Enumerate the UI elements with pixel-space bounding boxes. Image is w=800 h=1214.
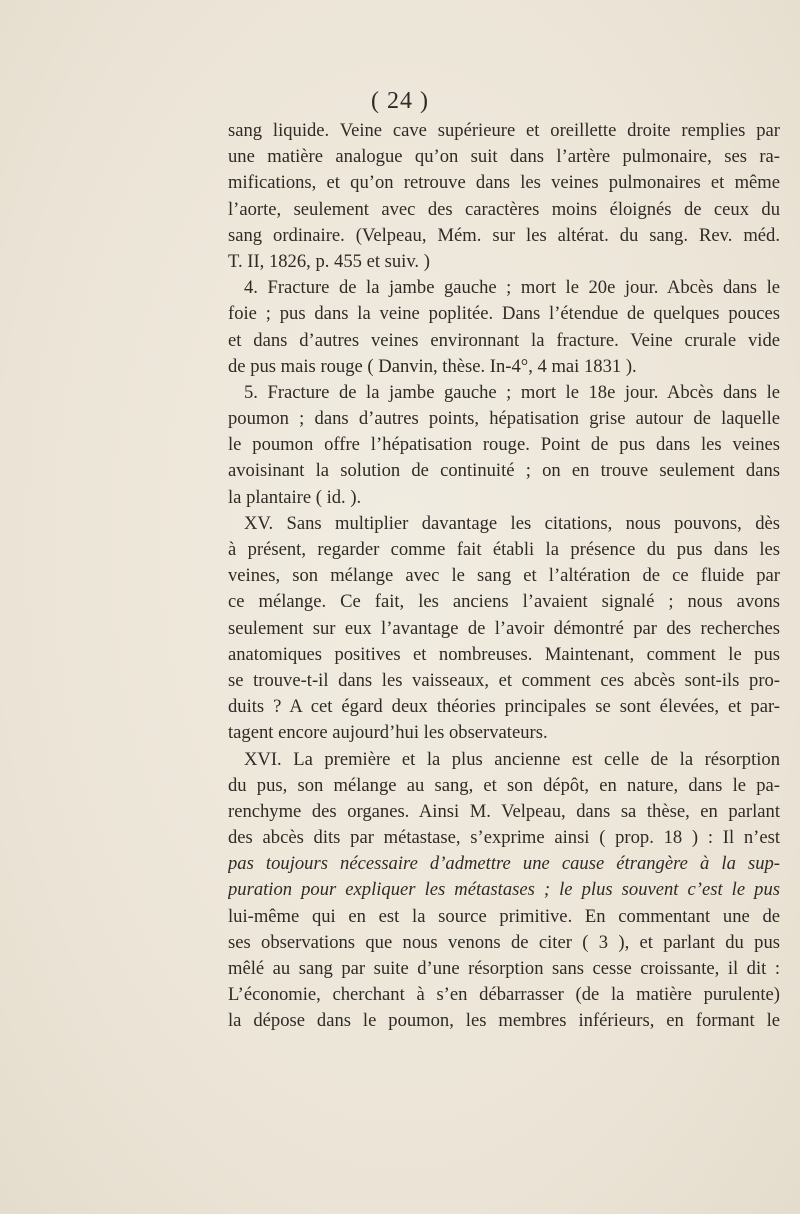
text-line: 4. Fracture de la jambe gauche ; mort le 20e jour. Abcès dans le	[244, 277, 780, 299]
text-line: duits ? A cet égard deux théories principales se sont élevées, et par-	[228, 696, 780, 718]
text-line: tagent encore aujourd’hui les observateurs.	[228, 722, 548, 744]
text-line: la plantaire ( id. ).	[228, 486, 362, 508]
text-line: ce mélange. Ce fait, les anciens l’avaient signalé ; nous avons	[228, 591, 780, 613]
text-line: L’économie, cherchant à s’en débarrasser (de la matière purulente)	[228, 984, 780, 1006]
text-line: lui-même qui en est la source primitive. En commentant une de	[228, 905, 780, 927]
text-line: ses observations que nous venons de citer ( 3 ), et parlant du pus	[228, 931, 780, 953]
text-line: 5. Fracture de la jambe gauche ; mort le 18e jour. Abcès dans le	[244, 381, 780, 403]
text-line: XV. Sans multiplier davantage les citations, nous pouvons, dès	[244, 512, 780, 534]
text-line: et dans d’autres veines environnant la fracture. Veine crurale vide	[228, 329, 780, 351]
text-line: se trouve-t-il dans les vaisseaux, et comment ces abcès sont-ils pro-	[228, 669, 780, 691]
text-line: puration pour expliquer les métastases ; le plus souvent c’est le pus	[228, 879, 780, 901]
text-line: anatomiques positives et nombreuses. Maintenant, comment le pus	[228, 643, 780, 665]
text-line: foie ; pus dans la veine poplitée. Dans l’étendue de quelques pouces	[228, 303, 780, 325]
text-line: pas toujours nécessaire d’admettre une cause étrangère à la sup-	[228, 853, 780, 875]
text-line: XVI. La première et la plus ancienne est celle de la résorption	[244, 748, 780, 770]
text-line: renchyme des organes. Ainsi M. Velpeau, dans sa thèse, en parlant	[228, 800, 780, 822]
text-line: l’aorte, seulement avec des caractères moins éloignés de ceux du	[228, 198, 780, 220]
text-line: le poumon offre l’hépatisation rouge. Point de pus dans les veines	[228, 434, 780, 456]
text-line: à présent, regarder comme fait établi la présence du pus dans les	[228, 539, 780, 560]
text-line: mêlé au sang par suite d’une résorption sans cesse croissante, il dit :	[228, 958, 780, 979]
text-line: T. II, 1826, p. 455 et suiv. )	[228, 250, 430, 272]
text-line: la dépose dans le poumon, les membres inférieurs, en formant le	[228, 1010, 780, 1032]
text-line: avoisinant la solution de continuité ; on en trouve seulement dans	[228, 460, 780, 482]
text-line: sang liquide. Veine cave supérieure et oreillette droite remplies par	[228, 120, 780, 141]
body-text	[228, 118, 780, 1035]
text-line: veines, son mélange avec le sang et l’altération de ce fluide par	[228, 565, 780, 587]
page-number: ( 24 )	[371, 88, 429, 114]
text-line: une matière analogue qu’on suit dans l’artère pulmonaire, ses ra-	[228, 146, 780, 168]
text-line: poumon ; dans d’autres points, hépatisation grise autour de laquelle	[228, 408, 780, 430]
text-line: des abcès dits par métastase, s’exprime ainsi ( prop. 18 ) : Il n’est	[228, 827, 780, 849]
text-line: seulement sur eux l’avantage de l’avoir démontré par des recherches	[228, 617, 780, 639]
text-line: mifications, et qu’on retrouve dans les veines pulmonaires et même	[228, 172, 780, 194]
text-line: du pus, son mélange au sang, et son dépôt, en nature, dans le pa-	[228, 774, 780, 796]
text-line: de pus mais rouge ( Danvin, thèse. In-4°, 4 mai 1831 ).	[228, 355, 637, 377]
text-line: sang ordinaire. (Velpeau, Mém. sur les altérat. du sang. Rev. méd.	[228, 224, 780, 246]
